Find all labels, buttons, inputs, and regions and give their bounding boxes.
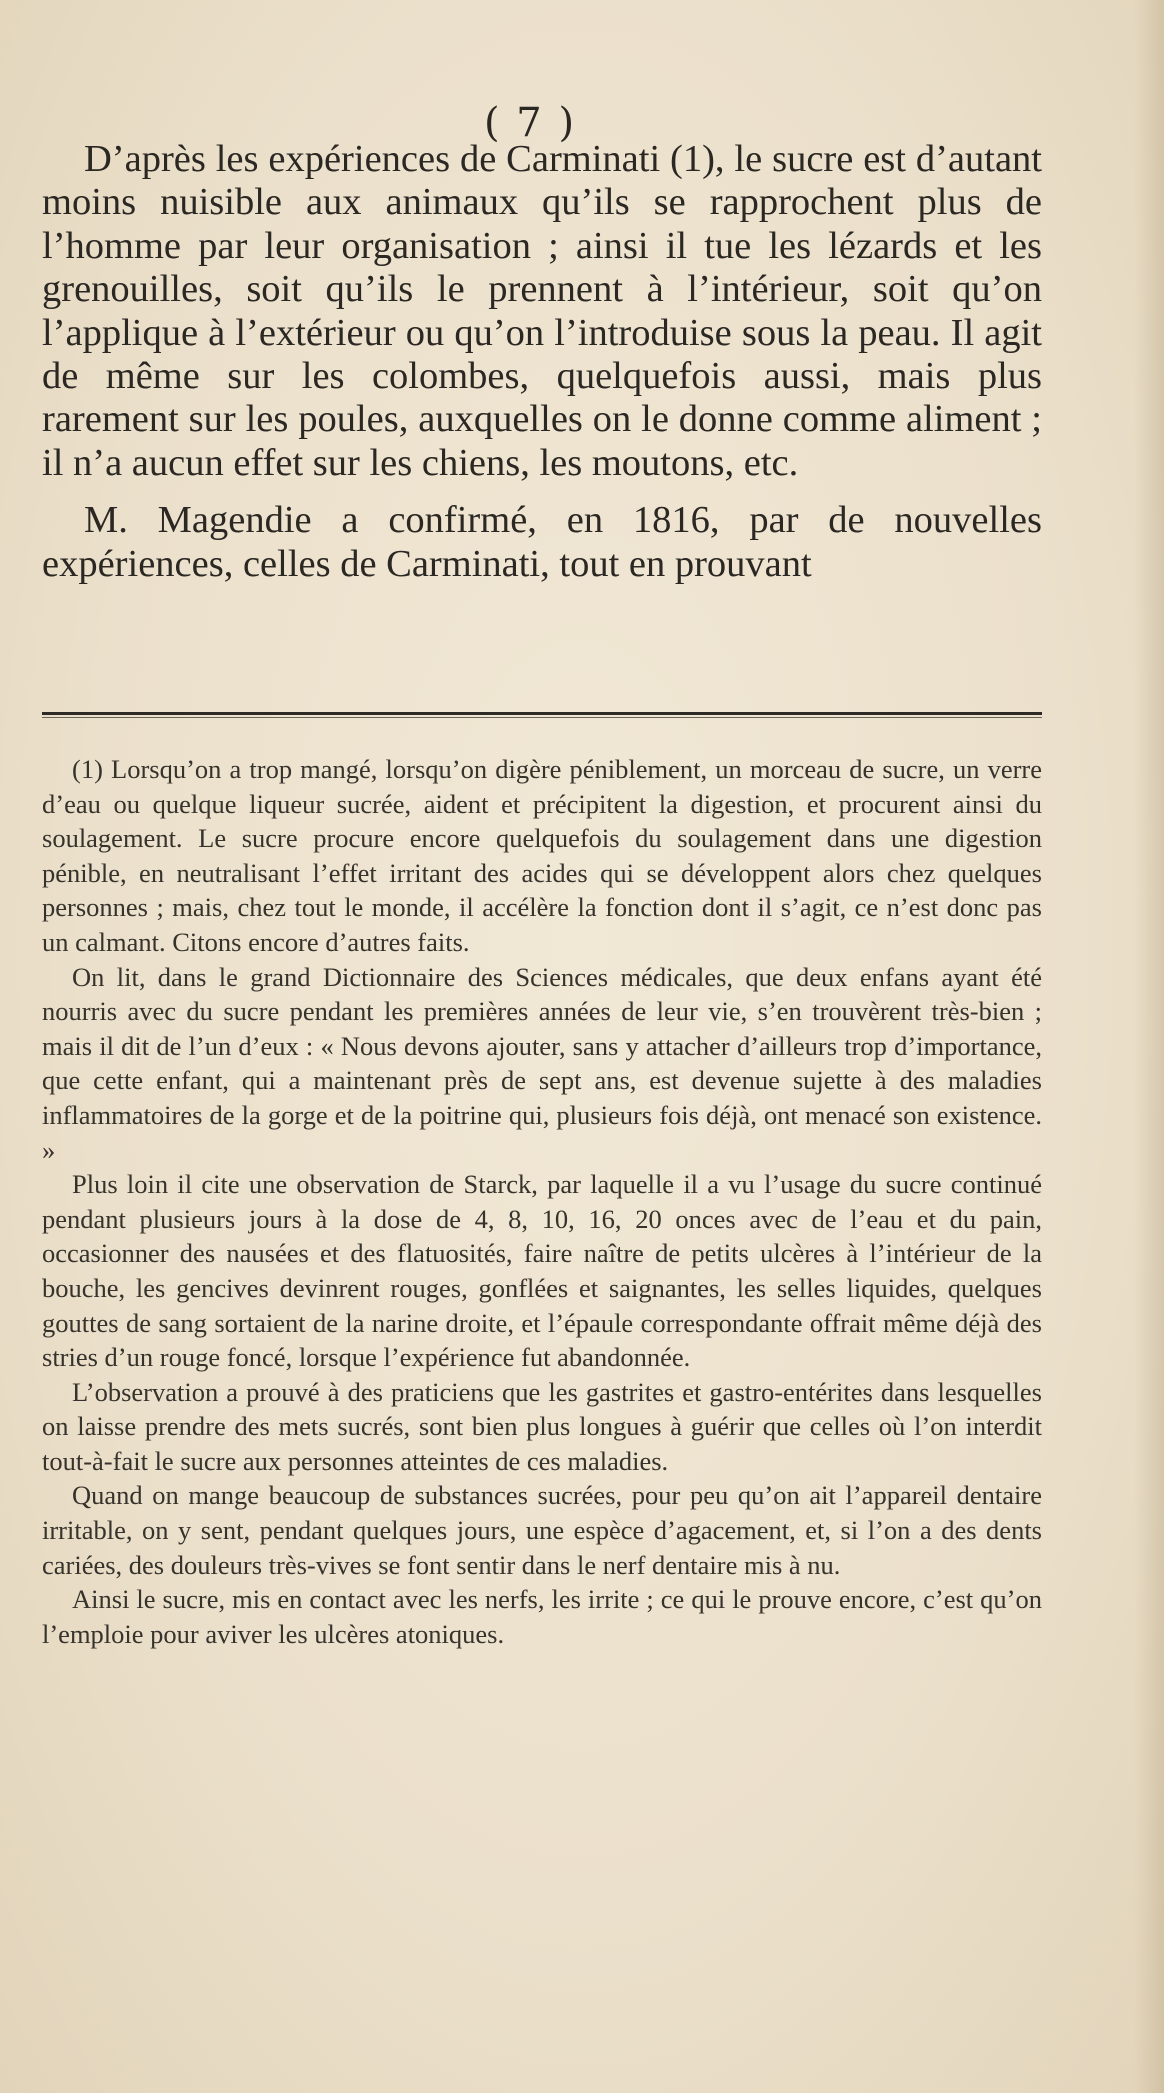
footnote-paragraph: Quand on mange beaucoup de substances sucrées, pour peu qu’on ait l’appareil dentaire irritable, on y sent, pendant quelques jours, une espèce d’agacement, et, si l’on a des dents cariées, des douleurs très-vives se font sentir dans le nerf dentaire mis à nu. — [42, 1480, 1042, 1580]
main-paragraph: M. Magendie a confirmé, en 1816, par de nouvelles expériences, celles de Carminati, tout en prouvant — [42, 499, 1042, 585]
main-paragraph: D’après les expériences de Carminati (1), le sucre est d’autant moins nuisible aux animaux qu’ils se rapprochent plus de l’homme par leur organisation ; ainsi il tue les lézards et les grenouilles, soit qu’ils le prennent à l’intérieur, soit qu’on l’applique à l’extérieur ou qu’on l’introduise sous la peau. Il agit de même sur les colombes, quelquefois aussi, mais plus rarement sur les poules, auxquelles on le donne comme aliment ; il n’a aucun effet sur les chiens, les moutons, etc. — [42, 138, 1042, 484]
main-text-block — [42, 138, 1042, 586]
page-number: ( 7 ) — [483, 100, 577, 146]
footnotes-block — [42, 752, 1042, 1651]
footnote-paragraph: (1) Lorsqu’on a trop mangé, lorsqu’on digère péniblement, un morceau de sucre, un verre d’eau ou quelque liqueur sucrée, aident et précipitent la digestion, et procurent ainsi du soulagement. Le sucre procure encore quelquefois du soulagement dans une digestion pénible, en neutralisant l’effet irritant des acides qui se développent alors chez quelques personnes ; mais, chez tout le monde, il accélère la fonction dont il s’agit, ce n’est donc pas un calmant. Citons encore d’autres faits. — [42, 754, 1042, 957]
footnote-separator-rule — [42, 712, 1042, 715]
footnote-separator-thin-rule — [42, 717, 1042, 718]
footnote-paragraph: L’observation a prouvé à des praticiens que les gastrites et gastro-entérites dans lesquelles on laisse prendre des mets sucrés, sont bien plus longues à guérir que celles où l’on interdit tout-à-fait le sucre aux personnes atteintes de ces maladies. — [42, 1376, 1042, 1476]
footnote-paragraph: Plus loin il cite une observation de Starck, par laquelle il a vu l’usage du sucre continué pendant plusieurs jours à la dose de 4, 8, 10, 16, 20 onces avec de l’eau et du pain, occasionner des nausées et des flatuosités, faire naître de petits ulcères à l’intérieur de la bouche, les gencives devinrent rouges, gonflées et saignantes, les selles liquides, quelques gouttes de sang sortaient de la narine droite, et l’épaule correspondante offrait même déjà des stries d’un rouge foncé, lorsque l’expérience fut abandonnée. — [42, 1169, 1042, 1373]
page-edge-shadow — [1134, 0, 1164, 2093]
footnote-paragraph: Ainsi le sucre, mis en contact avec les nerfs, les irrite ; ce qui le prouve encore, c’est qu’on l’emploie pour aviver les ulcères atoniques. — [42, 1584, 1042, 1649]
footnote-paragraph: On lit, dans le grand Dictionnaire des Sciences médicales, que deux enfans ayant été nourris avec du sucre pendant les premières années de leur vie, s’en trouvèrent très-bien ; mais il dit de l’un d’eux : « Nous devons ajouter, sans y attacher d’ailleurs trop d’importance, que cette enfant, qui a maintenant près de sept ans, est devenue sujette à des maladies inflammatoires de la gorge et de la poitrine qui, plusieurs fois déjà, ont menacé son existence. » — [42, 961, 1042, 1165]
